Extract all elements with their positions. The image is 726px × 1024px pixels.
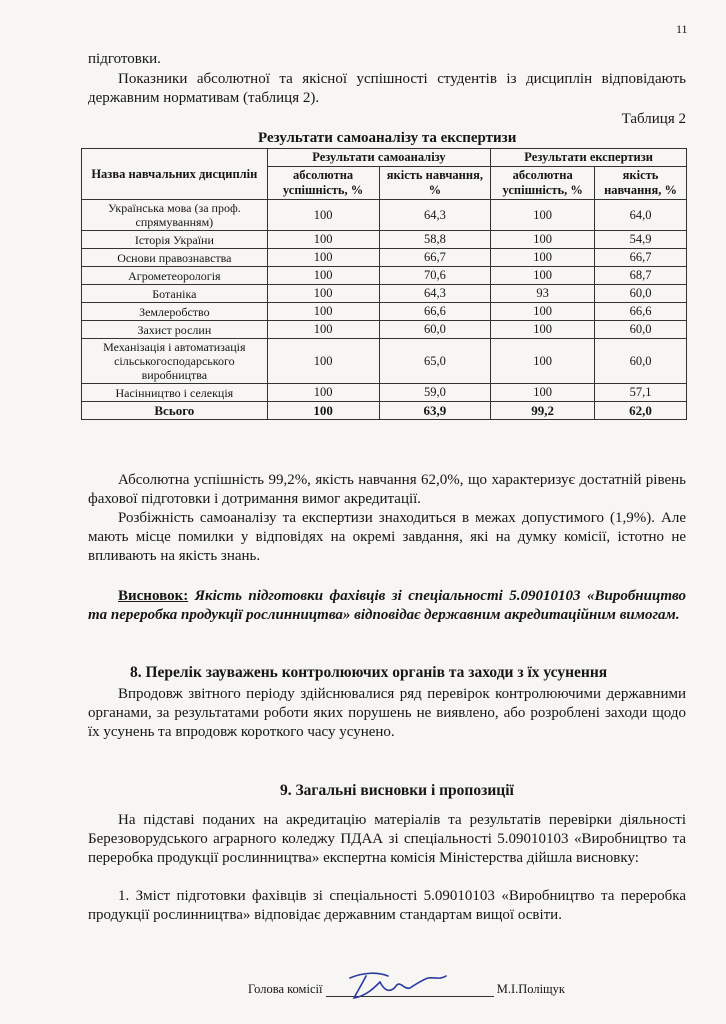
self-abs-value: 100 xyxy=(267,285,379,303)
self-quality-value: 70,6 xyxy=(379,267,491,285)
header-expert-abs: абсолютна успішність, % xyxy=(491,167,595,200)
expert-quality-value: 57,1 xyxy=(595,384,687,402)
section-8-text: Впродовж звітного періоду здійснювалися ряд перевірок контролюючими державними органами, за результатами роботи яких порушень не виявлено, або розроблені заходи щодо їх усунень та впродовж короткого часу усунено. xyxy=(88,686,686,740)
self-quality-value: 66,7 xyxy=(379,249,491,267)
table-row xyxy=(82,384,687,402)
total-self-quality: 63,9 xyxy=(379,402,491,420)
self-abs-value: 100 xyxy=(267,339,379,384)
results-table xyxy=(81,148,687,420)
table-row xyxy=(82,267,687,285)
self-quality-value: 64,3 xyxy=(379,285,491,303)
conclusion-block xyxy=(88,587,686,625)
expert-quality-value: 64,0 xyxy=(595,200,687,231)
table-row xyxy=(82,231,687,249)
table-row xyxy=(82,339,687,384)
subject-name: Землеробство xyxy=(82,303,268,321)
page-number: 11 xyxy=(676,22,688,36)
table-total-row xyxy=(82,402,687,420)
signature-block xyxy=(248,978,565,997)
table-row xyxy=(82,200,687,231)
expert-quality-value: 60,0 xyxy=(595,321,687,339)
self-quality-value: 60,0 xyxy=(379,321,491,339)
total-expert-abs: 99,2 xyxy=(491,402,595,420)
signature-label: Голова комісії xyxy=(248,982,323,996)
subject-name: Історія України xyxy=(82,231,268,249)
expert-quality-value: 54,9 xyxy=(595,231,687,249)
expert-quality-value: 60,0 xyxy=(595,339,687,384)
conclusion-text: Якість підготовки фахівців зі спеціальності 5.09010103 «Виробництво та переробка продукції рослинництва» відповідає державним акредитаційним вимогам. xyxy=(88,588,686,623)
table-row xyxy=(82,285,687,303)
signature-line xyxy=(326,978,494,997)
expert-abs-value: 93 xyxy=(491,285,595,303)
header-self-group: Результати самоаналізу xyxy=(267,149,491,167)
subject-name: Основи правознавства xyxy=(82,249,268,267)
section-9-heading: 9. Загальні висновки і пропозиції xyxy=(280,782,514,799)
header-expert-quality: якість навчання, % xyxy=(595,167,687,200)
header-expert-group: Результати експертизи xyxy=(491,149,687,167)
subject-name: Українська мова (за проф. спрямуванням) xyxy=(82,200,268,231)
intro-line: підготовки. xyxy=(88,51,161,67)
signature-name: М.І.Поліщук xyxy=(496,982,566,996)
self-abs-value: 100 xyxy=(267,303,379,321)
section-8-heading: 8. Перелік зауважень контролюючих органів та заходи з їх усунення xyxy=(130,664,608,681)
table-row xyxy=(82,249,687,267)
self-quality-value: 66,6 xyxy=(379,303,491,321)
expert-abs-value: 100 xyxy=(491,339,595,384)
total-expert-quality: 62,0 xyxy=(595,402,687,420)
section-9-item-1: 1. Зміст підготовки фахівців зі спеціальності 5.09010103 «Виробництво та переробка продукції рослинництва» відповідає державним стандартам вищої освіти. xyxy=(88,888,686,923)
conclusion-label: Висновок: xyxy=(118,588,189,604)
subject-name: Агрометеорологія xyxy=(82,267,268,285)
expert-abs-value: 100 xyxy=(491,303,595,321)
expert-abs-value: 100 xyxy=(491,384,595,402)
subject-name: Захист рослин xyxy=(82,321,268,339)
expert-quality-value: 66,6 xyxy=(595,303,687,321)
total-label: Всього xyxy=(82,402,268,420)
self-abs-value: 100 xyxy=(267,231,379,249)
expert-abs-value: 100 xyxy=(491,231,595,249)
discrepancy-paragraph: Розбіжність самоаналізу та експертизи знаходиться в межах допустимого (1,9%). Але мають місце помилки у відповідях на окремі завдання, які на думку комісії, істотно не впливають на якість знань. xyxy=(88,510,686,564)
intro-paragraph: Показники абсолютної та якісної успішності студентів із дисциплін відповідають державним нормативам (таблиця 2). xyxy=(88,71,686,106)
subject-name: Механізація і автоматизація сільськогосподарського виробництва xyxy=(82,339,268,384)
table-label: Таблиця 2 xyxy=(621,111,686,127)
self-quality-value: 65,0 xyxy=(379,339,491,384)
expert-abs-value: 100 xyxy=(491,200,595,231)
self-abs-value: 100 xyxy=(267,384,379,402)
summary-paragraph: Абсолютна успішність 99,2%, якість навчання 62,0%, що характеризує достатній рівень фахової підготовки і дотримання вимог акредитації. xyxy=(88,472,686,507)
self-quality-value: 58,8 xyxy=(379,231,491,249)
self-quality-value: 59,0 xyxy=(379,384,491,402)
table-row xyxy=(82,303,687,321)
section-9-paragraph: На підставі поданих на акредитацію матеріалів та результатів перевірки діяльності Березоворудського аграрного коледжу ПДАА зі спеціальності 5.09010103 «Виробництво та переробка продукції рослинництва» експертна комісія Міністерства дійшла висновку: xyxy=(88,812,686,866)
expert-quality-value: 60,0 xyxy=(595,285,687,303)
self-quality-value: 64,3 xyxy=(379,200,491,231)
total-self-abs: 100 xyxy=(267,402,379,420)
expert-abs-value: 100 xyxy=(491,321,595,339)
self-abs-value: 100 xyxy=(267,249,379,267)
self-abs-value: 100 xyxy=(267,321,379,339)
subject-name: Насінництво і селекція xyxy=(82,384,268,402)
subject-name: Ботаніка xyxy=(82,285,268,303)
header-subject: Назва навчальних дисциплін xyxy=(82,149,268,200)
expert-abs-value: 100 xyxy=(491,267,595,285)
self-abs-value: 100 xyxy=(267,200,379,231)
expert-quality-value: 68,7 xyxy=(595,267,687,285)
handwritten-signature xyxy=(344,968,454,1002)
self-abs-value: 100 xyxy=(267,267,379,285)
header-self-abs: абсолютна успішність, % xyxy=(267,167,379,200)
expert-quality-value: 66,7 xyxy=(595,249,687,267)
table-row xyxy=(82,321,687,339)
header-self-quality: якість навчання, % xyxy=(379,167,491,200)
expert-abs-value: 100 xyxy=(491,249,595,267)
table-title: Результати самоаналізу та експертизи xyxy=(258,130,517,146)
